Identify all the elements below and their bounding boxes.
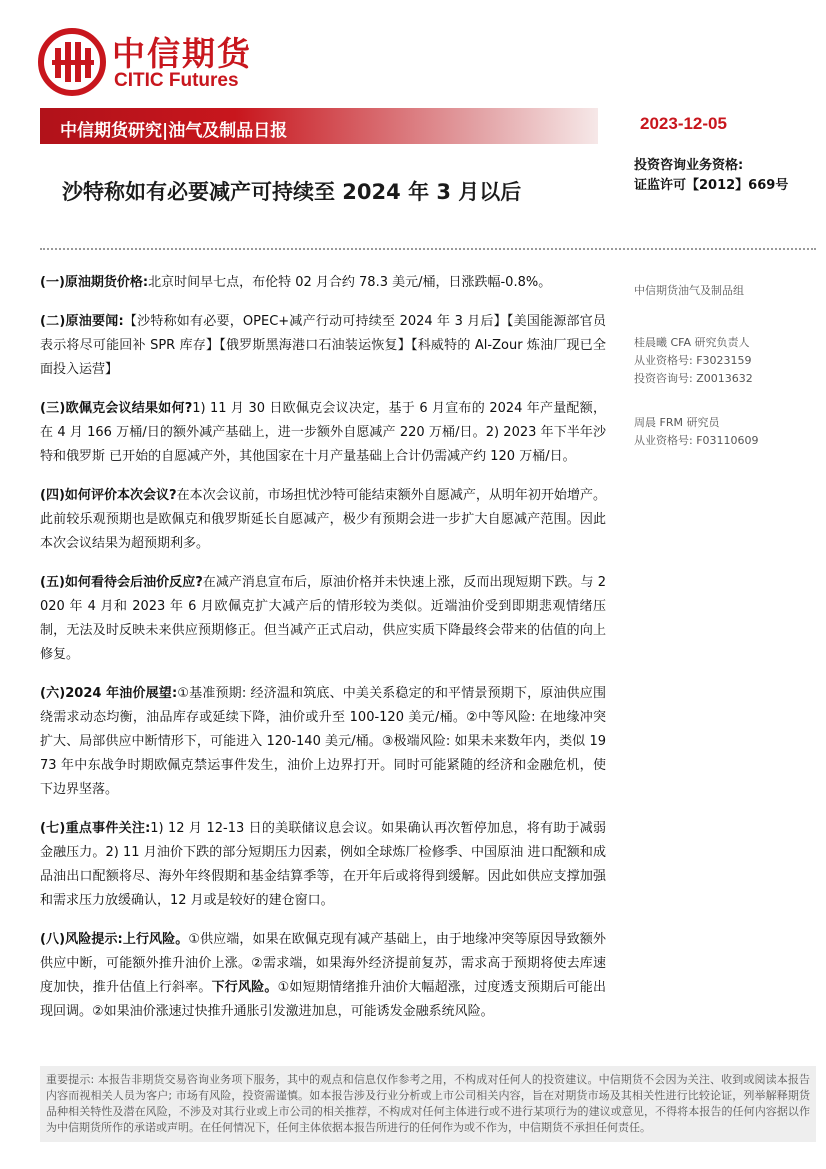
dotted-divider [40, 248, 816, 250]
section-body: 1) 11 月 30 日欧佩克会议决定，基于 6 月宣布的 2024 年产量配额，在 4 月 166 万桶/日的额外减产基础上，进一步额外自愿减产 220 万桶/日。2) 2023 年下半年沙特和俄罗斯 已开始的自愿减产外，其他国家在十月产量基础上合计仍需减产约 120 万桶/日。 [40, 401, 606, 464]
downside-risk-label: 下行风险。 [211, 980, 278, 995]
logo-text-cn: 中信期货 [112, 34, 252, 73]
upside-risk-label: 上行风险。 [122, 932, 189, 947]
qualification-block [634, 156, 788, 196]
section-heading: (三)欧佩克会议结果如何? [40, 401, 193, 416]
analyst-license: 从业资格号: F03110609 [634, 434, 759, 447]
analyst-name-title: 桂晨曦 CFA 研究负责人 [634, 336, 750, 349]
section-body: 北京时间早七点，布伦特 02 月合约 78.3 美元/桶，日涨跌幅-0.8%。 [148, 275, 552, 290]
qualification-line2: 证监许可【2012】669号 [634, 178, 789, 193]
research-group: 中信期货油气及制品组 [634, 284, 744, 297]
risk-heading: (八)风险提示: [40, 932, 123, 947]
report-body [40, 271, 606, 1039]
section-heading: (一)原油期货价格: [40, 275, 149, 290]
section-body: 1) 12 月 12-13 日的美联储议息会议。如果确认再次暂停加息，将有助于减弱金融压力。2) 11 月油价下跌的部分短期压力因素，例如全球炼厂检修季、中国原油 进口配额和成品油出口配额将尽、海外年终假期和基金结算季等，在开年后或将得到缓解。因此如供应支撑加强和需求压力放缓确认，12 月或是较好的建仓窗口。 [40, 821, 606, 908]
analyst-consult-no: 投资咨询号: Z0013632 [634, 372, 753, 385]
section-body: 在减产消息宣布后，原油价格并未快速上涨，反而出现短期下跌。与 2020 年 4 月和 2023 年 6 月欧佩克扩大减产后的情形较为类似。近端油价受到即期悲观情绪压制，无法及时反映未来供应预期修正。但当减产正式启动，供应实质下降最终会带来的估值的向上修复。 [40, 575, 606, 662]
section-6 [40, 682, 606, 802]
disclaimer: 重要提示: 本报告非期货交易咨询业务项下服务，其中的观点和信息仅作参考之用，不构成对任何人的投资建议。中信期货不会因为关注、收到或阅读本报告内容而视相关人员为客户; 市场有风险，投资需谨慎。如本报告涉及行业分析或上市公司相关内容，旨在对期货市场及其相关性进行比较论证，列举解释期货品种相关特性及潜在风险，不涉及对其行业或上市公司的相关推荐，不构成对任何主体进行或不进行某项行为的建议或意见，不得将本报告的任何内容据以作为中信期货所作的承诺或声明。在任何情况下，任何主体依据本报告所进行的任何作为或不作为，中信期货不承担任何责任。 [40, 1066, 816, 1142]
citic-logo-icon [38, 28, 106, 96]
analyst-name-title: 周晨 FRM 研究员 [634, 416, 720, 429]
upside-risk-body: ①供应端，如果在欧佩克现有减产基础上，由于地缘冲突等原因导致额外供应中断，可能额外推升油价上涨。②需求端，如果海外经济提前复苏，需求高于预期将使去库速度加快，推升估值上行斜率。 [40, 932, 606, 995]
section-1 [40, 271, 606, 295]
section-body: 在本次会议前，市场担忧沙特可能结束额外自愿减产，从明年初开始增产。此前较乐观预期也是欧佩克和俄罗斯延长自愿减产，极少有预期会进一步扩大自愿减产范围。因此 本次会议结果为超预期利多。 [40, 488, 606, 551]
section-heading: (五)如何看待会后油价反应? [40, 575, 203, 590]
section-7 [40, 817, 606, 913]
report-title: 沙特称如有必要减产可持续至 2024 年 3 月以后 [62, 180, 522, 204]
section-heading: (二)原油要闻: [40, 314, 124, 329]
section-heading: (六)2024 年油价展望: [40, 686, 178, 701]
logo-text-en: CITIC Futures [114, 70, 239, 91]
section-heading: (七)重点事件关注: [40, 821, 151, 836]
section-body: 【沙特称如有必要，OPEC+减产行动可持续至 2024 年 3 月后】【美国能源部官员表示将尽可能回补 SPR 库存】【俄罗斯黑海港口石油装运恢复】【科威特的 Al-Zour 炼油厂现已全面投入运营】 [40, 314, 606, 377]
banner-title: 中信期货研究|油气及制品日报 [60, 121, 288, 141]
downside-risk-body: ①如短期情绪推升油价大幅超涨，过度透支预期后可能出现回调。②如果油价涨速过快推升通胀引发激进加息，可能诱发金融系统风险。 [40, 980, 606, 1019]
qualification-line1: 投资咨询业务资格: [634, 158, 744, 173]
section-2 [40, 310, 606, 382]
analyst-card [634, 414, 759, 450]
section-heading: (四)如何评价本次会议? [40, 488, 177, 503]
section-3 [40, 397, 606, 469]
analyst-card [634, 334, 753, 388]
citic-futures-logo [38, 26, 268, 96]
section-8-risk [40, 928, 606, 1024]
report-date: 2023-12-05 [640, 114, 727, 133]
section-body: ①基准预期: 经济温和筑底、中美关系稳定的和平情景预期下，原油供应围绕需求动态均衡，油品库存或延续下降，油价或升至 100-120 美元/桶。②中等风险: 在地缘冲突扩大、局部供应中断情形下，可能进入 120-140 美元/桶。③极端风险: 如果未来数年内，类似 1973 年中东战争时期欧佩克禁运事件发生，油价上边界打开。同时可能紧随的经济和金融危机，使下边界坚落。 [40, 686, 606, 797]
analyst-license: 从业资格号: F3023159 [634, 354, 752, 367]
section-4 [40, 484, 606, 556]
section-5 [40, 571, 606, 667]
